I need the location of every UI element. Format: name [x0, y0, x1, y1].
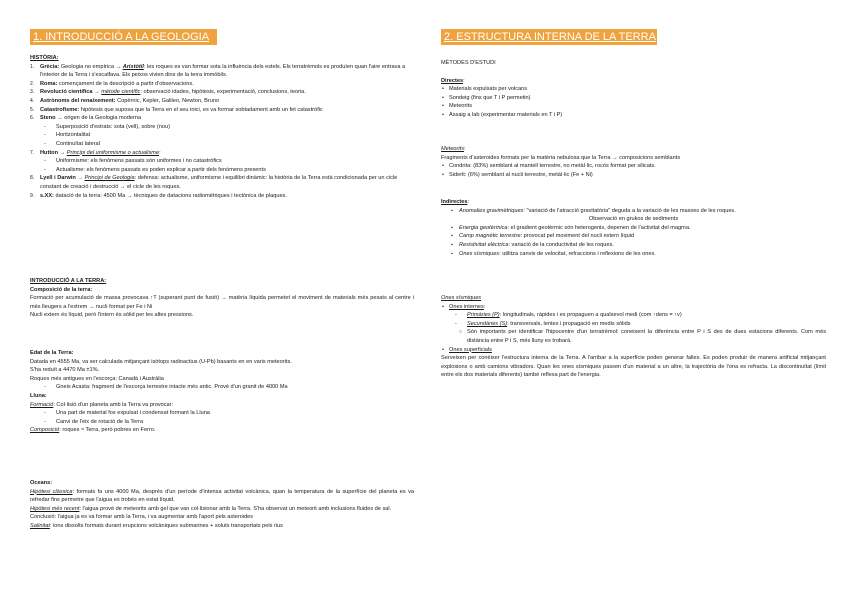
- intro-terra-section: [30, 277, 414, 320]
- ones-internes-item: • Ones internes:: [441, 303, 826, 312]
- directes-label-line: Directes:: [441, 77, 465, 84]
- composicio-label: Composició de la terra:: [30, 286, 93, 293]
- history-item-astronoms: 4. Astrònoms del renaixement: Copèrnic, Kepler, Galileo, Newton, Bruno: [30, 97, 220, 104]
- meteorits-label-line: Meteorits:: [441, 146, 466, 152]
- edat-section: [30, 349, 414, 435]
- metodes-heading: MÈTODES D'ESTUDI: [441, 60, 496, 66]
- nucli-text: Nucli extern és líquid, però l'intern és sòlid per les altes pressions.: [30, 312, 194, 319]
- section-banner-estructura: 2. ESTRUCTURA INTERNA DE LA TERRA: [441, 29, 657, 45]
- hipotesi-recent: Hipòtesi més recent: l'aigua prové de meteorits amb gel que van col·lisionar amb la Terra. S'ha observat un meteorit amb inclusions fluides de sal.: [30, 505, 392, 512]
- meteorit-type-item: • Condrita: (83%) semblant al mantell terrestre, no metàl·lic, rocós format per silicats.: [441, 162, 826, 171]
- meteorits-text: Fragments d'asteroides formats per la matèria nebulosa que la Terra → composicions semblants: [441, 154, 681, 161]
- oceans-conclusio: Conclusió: l'aigua ja es va formar amb la Terra, i va augmentar amb l'aport pels asteroides: [30, 514, 254, 521]
- directes-item: • Materials expulsats per volcans: [441, 85, 826, 94]
- oceans-section: [30, 479, 414, 531]
- indirectes-section: [441, 198, 826, 258]
- history-item-grecia: 1. Grècia: Geologia no empírica → Aristòtil: les roques es van formar sota la influència dels estels. Els terratrèmols es produïen quan l'aire entrava a l'interior de la Terra i s'escalfava. Els peixos vivien dins de la terra immòbils.: [30, 63, 406, 79]
- section-banner-introduccio: 1. INTRODUCCIÓ A LA GEOLOGIA: [30, 29, 217, 45]
- salinitat-line: Salinitat: ions dissolts formats durant erupcions volcàniques submarines + soluts transportats pels rius: [30, 522, 283, 529]
- steno-sub-item: - Superposició d'estrats: sota (vell), sobre (nou): [30, 123, 414, 132]
- lluna-composicio-line: Composició: roques ≈ Terra, però pobres en Ferro.: [30, 427, 156, 434]
- history-item-revolucio: 3. Revolució científica → mètode científic: observació idades, hipòtesis, experimentació, conclusions, teoria.: [30, 89, 306, 96]
- formacio-sub-item: - Canvi de l'eix de rotació de la Terra: [30, 418, 414, 427]
- directes-item: • Assaig a lab (experimentar materials en T i P): [441, 111, 826, 120]
- steno-sub-item: - Continuïtat lateral: [30, 140, 414, 149]
- directes-item: • Meteorits: [441, 102, 826, 111]
- anomalies-item: ▪ Anomalies gravimètriques: "variació de l'atracció gravitatòria" deguda a la variació de les masses de les roques.: [441, 207, 826, 216]
- history-item-roma: 2. Roma: començament de la descripció a partir d'observacions.: [30, 80, 194, 87]
- ones-superficials-item: • Ones superficials: [441, 346, 826, 355]
- directes-item: • Sondeig (fins que T i P permetin): [441, 94, 826, 103]
- edat-label: Edat de la Terra:: [30, 350, 74, 356]
- historia-section: [30, 54, 414, 200]
- history-item-steno: 6. Steno → origen de la Geologia moderna: [30, 115, 142, 122]
- ones-section: [441, 294, 826, 380]
- edat-text: Datada en 4555 Ma, va ser calculada mitjançant isòtops radioactius (U-Pb) basants en en varis meteorits.: [30, 358, 292, 365]
- lluna-label: Lluna:: [30, 392, 47, 399]
- indirectes-item: ▪ Resistivitat elèctrica: variació de la conductivitat de les roques.: [441, 241, 826, 250]
- steno-sub-item: - Horitzontalitat: [30, 131, 414, 140]
- indirectes-label-line: Indirectes:: [441, 199, 469, 205]
- history-item-catastrofisme: 5. Catastrofisme: hipòtesis que suposa que la Terra en el seu inici, es va formar sobtadament amb un fet catastròfic: [30, 106, 323, 113]
- indirectes-item: ▪ Ones sísmiques: utilitza canvis de velocitat, refraccions i reflexions de les ones.: [441, 250, 826, 259]
- ones-heading: Ones sísmiques: [441, 295, 482, 301]
- primaries-item: - Primàries (P): longitudinals, ràpides i es propaguen a qualsevol medi (com ↑dens = ↑v): [441, 311, 826, 320]
- indirectes-item: ▪ Energia geotèrmica: el gradient geotèrmic són heterogenis, depenen de l'activitat del magma.: [441, 224, 826, 233]
- edat-text: Roques més antigues en l'escorça: Canadà i Austràlia: [30, 375, 164, 382]
- hutton-sub-item: - Actualisme: els fenòmens passats es poden explicar a partir dels fenòmens presents: [30, 166, 414, 175]
- history-item-hutton: 7. Hutton → Principi del uniformisme o actualisme:: [30, 149, 161, 156]
- hipocentre-note: ○ Són importants per identificar l'hipocentre d'un terratrèmol: coneixent la diferència entre P i S des de dues estacions diferents. Com més distància entre P i S, més lluny es trobarà.: [441, 328, 826, 345]
- meteorit-type-item: • Siderit: (6%) semblant al nucli terrestre, metàl·lic (Fe + Ni): [441, 171, 826, 180]
- composicio-text: Formació per acumulació de massa provocava ↑T (superant punt de fusió) → matèria líquida permetet el moviment de materials més pesats al centre i més lleugers a l'extrem → nucli format per Fe i Ni: [30, 295, 414, 310]
- indirectes-item: ▪ Camp magnètic terrestre: provocat pel moviment del nucli extern líquid: [441, 232, 826, 241]
- intro-terra-heading: INTRODUCCIÓ A LA TERRA:: [30, 278, 107, 284]
- superficials-text: Serveixen per conèixer l'estructura interna de la Terra. A l'arribar a la superfície poden generar falles. Es poden produir de manera artificial mitjançant explosions o amb camions vibradors. Quan les ones sísmiques passen d'un material a un altre, la trajectòria de l'ona es refracta. La discontinuïtat (límit entre els dos materials diferents) també reflexa part de l'energia.: [441, 355, 826, 379]
- secundaries-item: - Secundàries (S): transversals, lentes i propagació en medis sòlids: [441, 320, 826, 329]
- historia-heading: HISTÒRIA:: [30, 55, 59, 61]
- edat-text: S'ha reduït a 4470 Ma ±1%.: [30, 367, 100, 374]
- history-item-sxx: 9. s.XX: datació de la terra: 4500 Ma → tècniques de datacions radiomètriques i tectònica de plaques.: [30, 192, 287, 199]
- history-item-lyell-darwin: 8. Lyell i Darwin → Principi de Geologia: defensa: actualisme, uniformisme i equilibri dinàmic: la història de la Terra està condicionada per un cicle constant de creació i destrucció → el cicle de les roques.: [30, 175, 398, 190]
- formacio-line: Formació: Col·lisió d'un planeta amb la Terra va provocar:: [30, 401, 174, 408]
- metodes-section: [441, 59, 826, 120]
- meteorits-section: [441, 145, 826, 179]
- hutton-sub-item: - Uniformisme: els fenòmens passats són uniformes i no catastròfics: [30, 157, 414, 166]
- gneis-item: - Gneis Acasta: fragment de l'escorça terrestre intacte més antic. Prové d'un granit de 4000 Ma: [30, 383, 414, 392]
- anomalies-note: Observació en grukos de sediments: [588, 216, 679, 223]
- hipotesi-classica: Hipòtesi clàssica: formats fa uns 4000 Ma, després d'un període d'intensa activitat volcànica, quan la temperatura de la superfície del planeta es va refredar fins permetre que l'aigua es trobés en estat líquid.: [30, 488, 414, 504]
- oceans-heading: Oceans:: [30, 480, 53, 486]
- formacio-sub-item: - Una part de material fos expulsat i condensat formant la Lluna: [30, 409, 414, 418]
